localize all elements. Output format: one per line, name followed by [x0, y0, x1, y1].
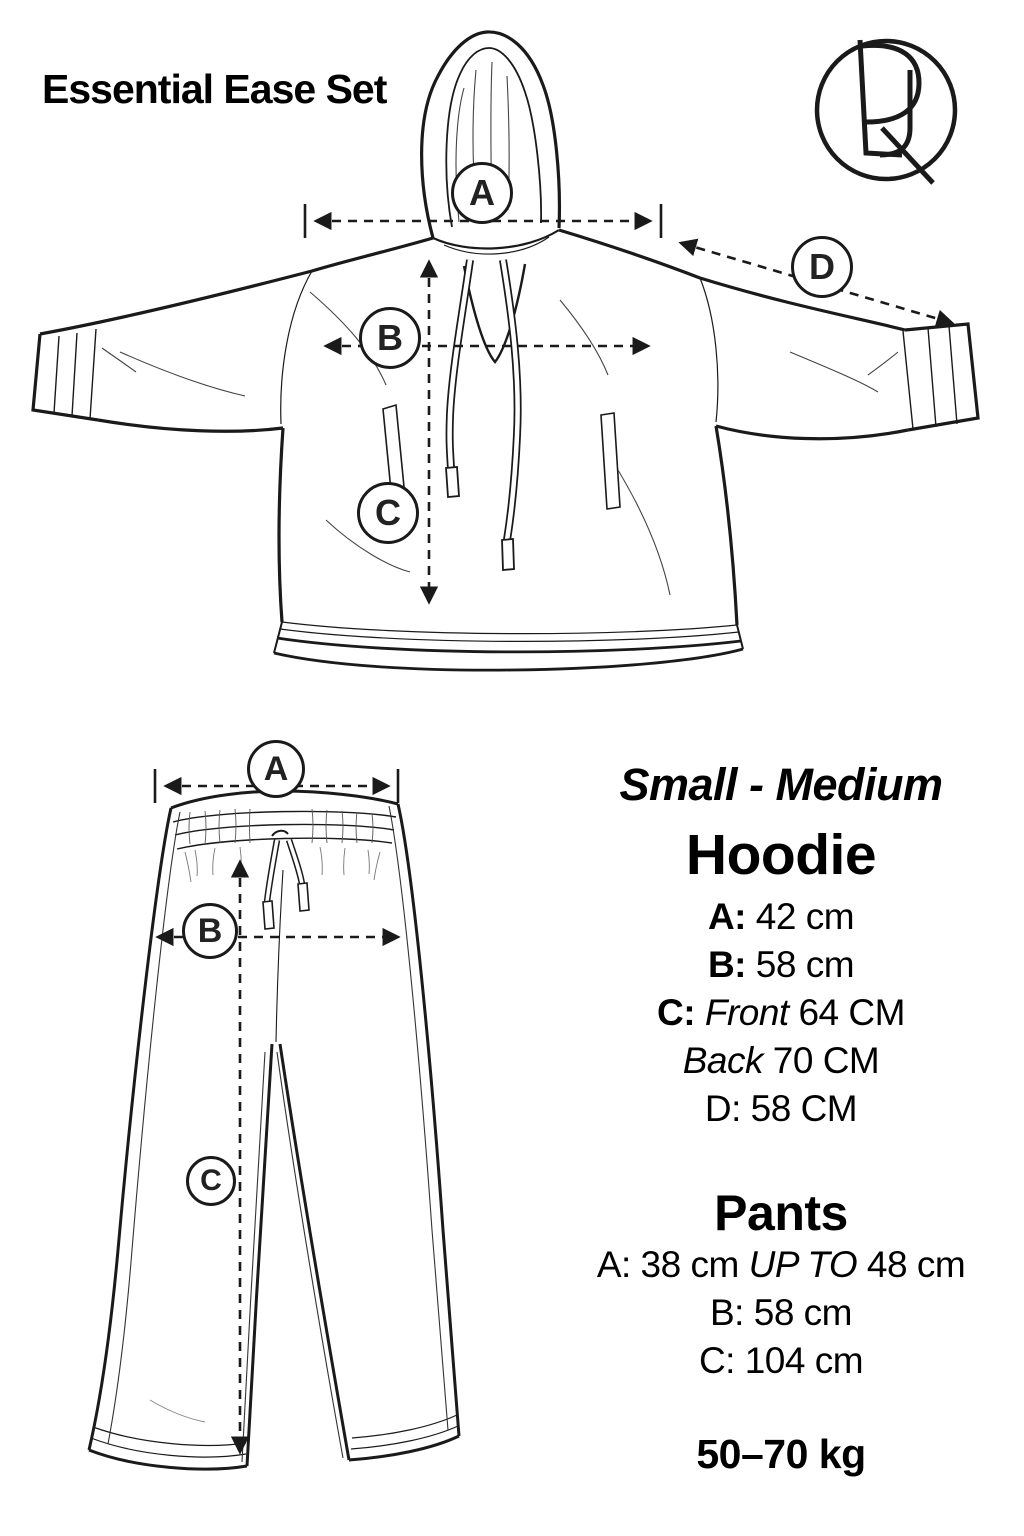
waistband-lines [173, 811, 396, 849]
row-value: 58 cm [755, 944, 855, 985]
left-cuff [33, 334, 98, 420]
row-value: B: 58 cm [710, 1292, 852, 1333]
hoodie-measure-row-c-front [538, 993, 1024, 1034]
pants-illustration [89, 791, 459, 1469]
hoodie-measure-row-d [538, 1089, 1024, 1130]
left-sleeve-bottom [98, 420, 283, 431]
pants-measure-row-c [538, 1341, 1024, 1382]
pants-heading: Pants [714, 1185, 848, 1241]
leg-crease [150, 1400, 205, 1422]
size-range: Small - Medium [619, 759, 943, 810]
row-value: C: 104 cm [698, 1340, 864, 1381]
hoodie-measure-row-b [538, 945, 1024, 986]
hoodie-measure-label-b [359, 307, 421, 369]
pants-measure-label-c [186, 1156, 236, 1206]
hem-bands [91, 1415, 458, 1457]
row-value: 42 cm [755, 896, 855, 937]
pants-label-c-text: C [200, 1164, 222, 1197]
pants-cord-knot [272, 831, 288, 836]
pants-measure-row-a [538, 1245, 1024, 1286]
row-value: 64 CM [798, 992, 905, 1033]
left-aglet [446, 467, 459, 497]
hoodie-heading: Hoodie [685, 823, 877, 887]
left-hem [89, 1450, 247, 1469]
seam-parallels [108, 806, 448, 1462]
hoodie-label-b-text: B [377, 317, 403, 358]
collar-line [433, 230, 559, 248]
right-cuff-ribs [903, 326, 957, 429]
pants-right-aglet [298, 883, 309, 911]
hoodie-measure-label-d [791, 236, 853, 298]
row-italic: Back [682, 1040, 773, 1081]
hem-thin-lines [280, 622, 739, 641]
hoodie-label-c-text: C [375, 492, 401, 533]
pants-left-aglet [263, 901, 274, 929]
pants-measure-row-b [538, 1293, 1024, 1334]
right-leg-inner [280, 1044, 349, 1460]
row-label: A: [707, 896, 756, 937]
weight-range: 50–70 kg [696, 1431, 866, 1477]
pants-measure-label-a [247, 740, 305, 798]
pants-label-b-text: B [197, 911, 223, 950]
pocket-welt-right [601, 413, 620, 509]
hoodie-label-a-text: A [469, 172, 495, 213]
pants-drawstrings [263, 831, 309, 929]
row-value: D: 58 CM [704, 1088, 858, 1129]
right-leg-outer [398, 804, 459, 1436]
pants-label-a-text: A [263, 749, 289, 788]
rise-seam [276, 870, 283, 1042]
row-label: C: [657, 992, 705, 1033]
row-label: B: [707, 944, 756, 985]
hoodie-label-d-text: D [809, 246, 835, 287]
hem-bold-lines [274, 638, 743, 670]
right-shoulder-sleeve-top [559, 230, 905, 330]
left-leg-inner [247, 1044, 272, 1466]
hoodie-measure-row-a [538, 897, 1024, 938]
right-cuff [905, 324, 978, 430]
row-value: 70 CM [772, 1040, 880, 1081]
row-italic: Front [704, 992, 799, 1033]
right-sleeve-bottom [716, 426, 908, 439]
left-leg-outer [89, 808, 171, 1450]
left-cuff-ribs [54, 329, 96, 419]
right-aglet [502, 539, 514, 570]
page-title: Essential Ease Set [42, 66, 387, 112]
pants-right-cord-inner [289, 840, 302, 884]
hoodie-measurements [305, 204, 952, 602]
hoodie-measure-label-a [451, 162, 513, 224]
hoodie-measure-label-c [357, 482, 419, 544]
hoodie-illustration [33, 32, 978, 670]
row-label: A: 38 cm [596, 1244, 749, 1285]
row-value: 48 cm [866, 1244, 966, 1285]
pants-measurements [155, 769, 398, 1452]
hoodie-measure-row-c-back [538, 1041, 1024, 1082]
row-italic: UP TO [748, 1244, 867, 1285]
pants-measure-label-b [182, 903, 238, 959]
